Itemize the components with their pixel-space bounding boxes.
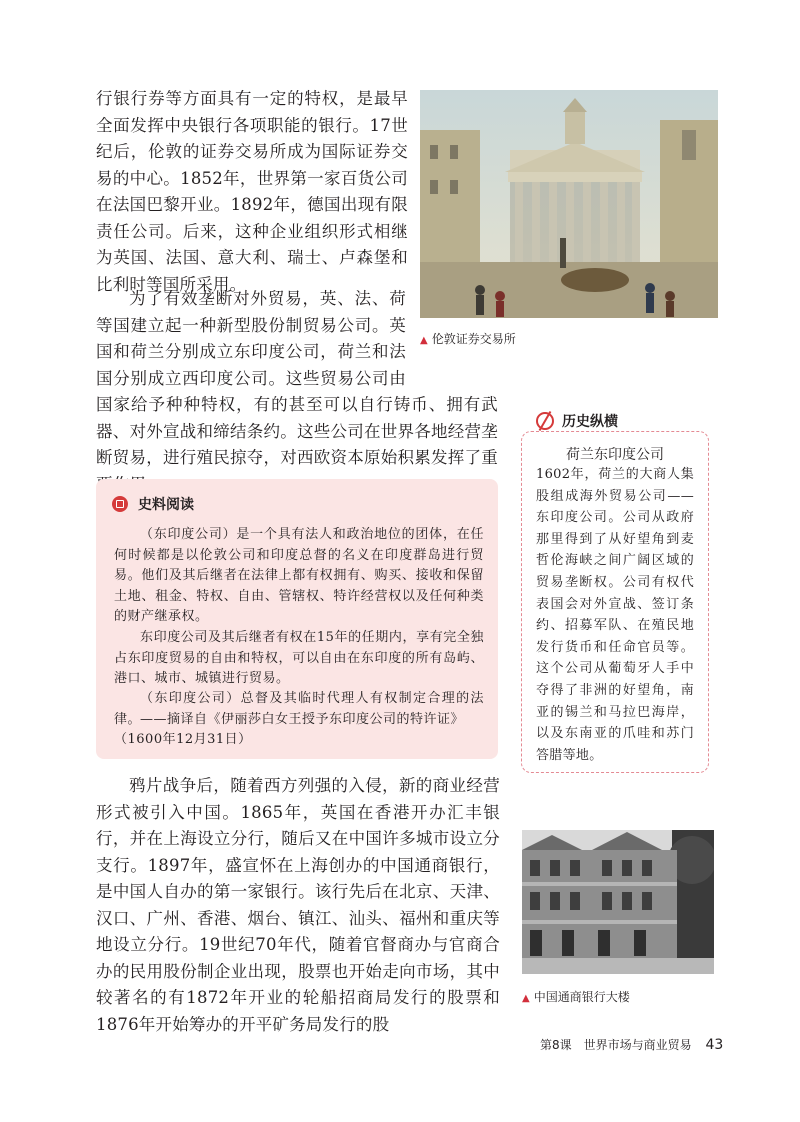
source-reading-box bbox=[96, 479, 498, 759]
source-reading-citation: ——摘译自《伊丽莎白女王授予东印度公司的特许证》 bbox=[140, 712, 465, 727]
source-reading-date: （1600年12月31日） bbox=[114, 732, 252, 747]
source-reading-paragraph-2: 东印度公司及其后继者有权在15年的任期内，享有完全独占东印度贸易的自由和特权，可以自由在东印度的所有岛屿、港口、城市、城镇进行贸易。 bbox=[114, 630, 484, 686]
history-ring-icon bbox=[536, 412, 554, 430]
london-exchange-illustration bbox=[420, 90, 718, 318]
paragraph-continuation: 行银行券等方面具有一定的特权，是最早全面发挥中央银行各项职能的银行。17世纪后，伦敦的证券交易所成为国际证券交易的中心。1852年，世界第一家百货公司在法国巴黎开业。1892年，德国出现有限责任公司。后来，这种企业组织形式相继为英国、法国、意大利、瑞士、卢森堡和比利时等国所采用。 bbox=[96, 89, 408, 294]
paragraph-modern-banking-china: 鸦片战争后，随着西方列强的入侵，新的商业经营形式被引入中国。1865年，英国在香港开办汇丰银行，并在上海设立分行，随后又在中国许多城市设立分支行。1897年，盛宣怀在上海创办的中国通商银行，是中国人自办的第一家银行。该行先后在北京、天津、汉口、广州、香港、烟台、镇江、汕头、福州和重庆等地设立分行。19世纪70年代，随着官督商办与官商合办的民用股份制企业出现，股票也开始走向市场，其中较著名的有1872年开业的轮船招商局发行的股票和1876年开始筹办的开平矿务局发行的股 bbox=[96, 776, 500, 1034]
book-icon bbox=[112, 496, 128, 512]
source-reading-paragraph-1: （东印度公司）是一个具有法人和政治地位的团体，在任何时候都是以伦敦公司和印度总督的名义在印度群岛进行贸易。他们及其后继者在法律上都有权拥有、购买、接收和保留土地、租金、特权、自由、管辖权、特许经营权以及任何种类的财产继承权。 bbox=[114, 527, 484, 624]
page-number: 43 bbox=[705, 1037, 724, 1053]
history-sidebar-title: 荷兰东印度公司 bbox=[566, 447, 664, 463]
lesson-title: 第8课 世界市场与商业贸易 bbox=[540, 1038, 692, 1052]
source-reading-title: 史料阅读 bbox=[138, 497, 194, 513]
page-footer bbox=[540, 1036, 723, 1053]
paragraph-trading-companies: 为了有效垄断对外贸易，英、法、荷等国建立起一种新型股份制贸易公司。英国和荷兰分别成立东印度公司，荷兰和法国分别成立西印度公司。这些贸易公司由国家给予种种特权，有的甚至可以自行铸币、拥有武器、对外宣战和缔结条约。这些公司在世界各地经营垄断贸易，进行殖民掠夺，对西欧资本原始积累发挥了重 bbox=[96, 289, 498, 467]
figure-caption-london-exchange: ▲ 伦敦证券交易所 bbox=[420, 332, 516, 346]
history-sidebar-header bbox=[532, 411, 626, 431]
source-reading-paragraph-3: （东印度公司）总督及其临时代理人有权制定合理的法律。 bbox=[114, 691, 484, 727]
figure-caption-bank-building: ▲ 中国通商银行大楼 bbox=[522, 990, 630, 1004]
history-sidebar-label: 历史纵横 bbox=[562, 414, 618, 430]
caption-triangle-icon: ▲ bbox=[420, 335, 428, 346]
caption-triangle-icon: ▲ bbox=[522, 993, 530, 1004]
history-sidebar-text: 1602年，荷兰的大商人集股组成海外贸易公司——东印度公司。公司从政府那里得到了从好望角到麦哲伦海峡之间广阔区域的贸易垄断权。公司有权代表国会对外宣战、签订条约、招募军队、在殖民地发行货币和任命官员等。这个公司从葡萄牙人手中夺得了非洲的好望角，南亚的锡兰和马拉巴海岸，以及东南亚的爪哇和苏门答腊等地。 bbox=[536, 467, 694, 763]
bank-building-photo bbox=[522, 830, 714, 974]
